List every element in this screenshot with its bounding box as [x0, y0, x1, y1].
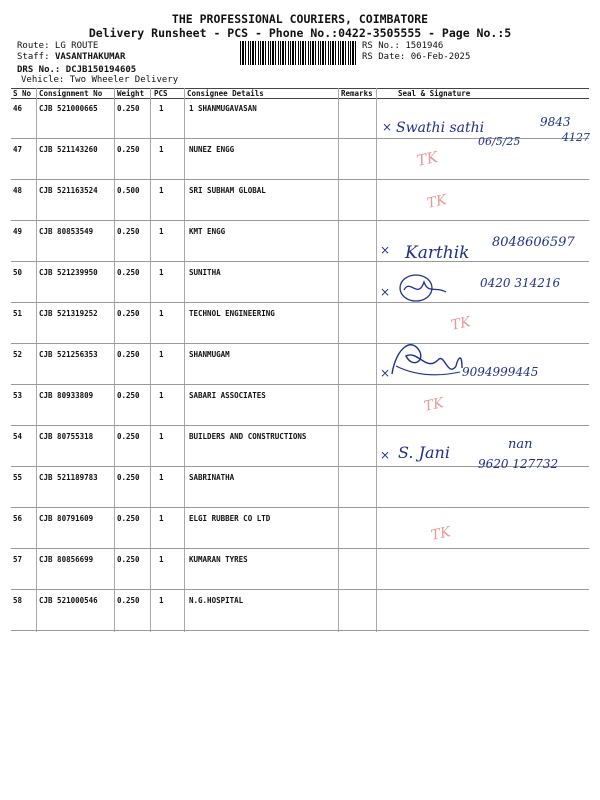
cell-consignment-no: CJB 521239950	[39, 268, 98, 277]
cell-consignee: TECHNOL ENGINEERING	[189, 309, 275, 318]
drs-line	[17, 65, 136, 75]
cell-sno: 46	[13, 104, 23, 113]
cell-consignee: BUILDERS AND CONSTRUCTIONS	[189, 432, 307, 441]
svg-text:×: ×	[380, 243, 391, 257]
cell-weight: 0.250	[117, 391, 140, 400]
svg-text:×: ×	[380, 448, 391, 462]
cell-consignment-no: CJB 521143260	[39, 145, 98, 154]
cell-pcs: 1	[159, 391, 164, 400]
col-header-sno: S No	[13, 89, 32, 98]
signature-name: S. Jani	[398, 443, 450, 462]
cell-pcs: 1	[159, 145, 164, 154]
cell-consignment-no: CJB 80856699	[39, 555, 94, 564]
cell-weight: 0.250	[117, 309, 140, 318]
rs-date: RS Date: 06-Feb-2025	[362, 52, 471, 62]
signature-phone: 4127	[562, 131, 590, 144]
table-row	[11, 98, 589, 139]
cell-pcs: 1	[159, 227, 164, 236]
col-header-weight: Weight	[117, 89, 145, 98]
cell-consignee: NUNEZ ENGG	[189, 145, 235, 154]
table-row	[11, 180, 589, 221]
cell-consignment-no: CJB 521000546	[39, 596, 98, 605]
cell-consignment-no: CJB 521000665	[39, 104, 98, 113]
staff-line	[17, 52, 125, 62]
row-divider	[11, 630, 589, 631]
cell-sno: 47	[13, 145, 23, 154]
svg-text:×: ×	[382, 120, 393, 134]
table-row	[11, 303, 589, 344]
stamp-mark: TK	[422, 395, 446, 415]
cell-consignee: SHANMUGAM	[189, 350, 230, 359]
route-text: Route: LG ROUTE	[17, 41, 99, 51]
cell-pcs: 1	[159, 186, 164, 195]
table-row	[11, 590, 589, 631]
signature-phone: 0420 314216	[480, 276, 561, 290]
table-row	[11, 221, 589, 262]
stamp-mark: TK	[449, 314, 473, 334]
cell-pcs: 1	[159, 104, 164, 113]
cell-consignment-no: CJB 521189783	[39, 473, 98, 482]
cell-consignee: 1 SHANMUGAVASAN	[189, 104, 257, 113]
cell-sno: 58	[13, 596, 23, 605]
table-row	[11, 426, 589, 467]
cell-consignee: SABARI ASSOCIATES	[189, 391, 266, 400]
cell-weight: 0.250	[117, 145, 140, 154]
stamp-mark: TK	[425, 192, 449, 212]
svg-text:×: ×	[380, 285, 391, 299]
table-row	[11, 385, 589, 426]
cell-consignee: N.G.HOSPITAL	[189, 596, 244, 605]
drs-label: DRS No.:	[17, 65, 66, 75]
cell-consignment-no: CJB 80933809	[39, 391, 94, 400]
table-row	[11, 139, 589, 180]
cell-consignee: KUMARAN TYRES	[189, 555, 248, 564]
table-row	[11, 467, 589, 508]
cell-consignee: KMT ENGG	[189, 227, 226, 236]
vehicle-text: Vehicle: Two Wheeler Delivery	[21, 75, 179, 85]
cell-weight: 0.250	[117, 104, 140, 113]
runsheet-subtitle: Delivery Runsheet - PCS - Phone No.:0422-3505555 - Page No.:5	[88, 26, 512, 40]
cell-consignment-no: CJB 80791609	[39, 514, 94, 523]
svg-text:×: ×	[380, 366, 391, 380]
cell-weight: 0.250	[117, 473, 140, 482]
cell-consignee: SABRINATHA	[189, 473, 235, 482]
cell-pcs: 1	[159, 555, 164, 564]
cell-consignee: SUNITHA	[189, 268, 221, 277]
table-row	[11, 344, 589, 385]
col-header-consignee: Consignee Details	[187, 89, 264, 98]
cell-consignment-no: CJB 521256353	[39, 350, 98, 359]
cell-weight: 0.250	[117, 555, 140, 564]
rs-number: RS No.: 1501946	[362, 41, 444, 51]
cell-weight: 0.250	[117, 227, 140, 236]
cell-consignment-no: CJB 521319252	[39, 309, 98, 318]
cell-sno: 50	[13, 268, 23, 277]
barcode	[240, 41, 356, 65]
cell-weight: 0.500	[117, 186, 140, 195]
signature-phone: 9843	[540, 115, 571, 129]
col-header-pcs: PCS	[154, 89, 168, 98]
cell-pcs: 1	[159, 596, 164, 605]
cell-weight: 0.250	[117, 596, 140, 605]
cell-sno: 49	[13, 227, 23, 236]
cell-pcs: 1	[159, 514, 164, 523]
signature-name: Swathi sathi	[396, 120, 485, 136]
cell-consignment-no: CJB 521163524	[39, 186, 98, 195]
company-title: THE PROFESSIONAL COURIERS, COIMBATORE	[171, 12, 429, 26]
col-header-remarks: Remarks	[341, 89, 373, 98]
signature-phone: 9094999445	[462, 365, 539, 379]
cell-weight: 0.250	[117, 268, 140, 277]
staff-value: VASANTHAKUMAR	[54, 52, 126, 62]
cell-pcs: 1	[159, 350, 164, 359]
cell-pcs: 1	[159, 473, 164, 482]
stamp-mark: TK	[415, 147, 440, 170]
table-row	[11, 508, 589, 549]
cell-sno: 52	[13, 350, 23, 359]
cell-weight: 0.250	[117, 432, 140, 441]
staff-label: Staff:	[17, 52, 55, 62]
signature-phone: 8048606597	[492, 235, 575, 250]
signature-word: nan	[508, 437, 533, 452]
table-row	[11, 262, 589, 303]
cell-pcs: 1	[159, 432, 164, 441]
cell-sno: 56	[13, 514, 23, 523]
cell-sno: 55	[13, 473, 23, 482]
cell-sno: 51	[13, 309, 23, 318]
table-row	[11, 549, 589, 590]
col-header-consignment: Consignment No	[39, 89, 103, 98]
cell-consignee: SRI SUBHAM GLOBAL	[189, 186, 266, 195]
cell-consignment-no: CJB 80755318	[39, 432, 94, 441]
drs-value: DCJB150194605	[65, 65, 137, 75]
signature-phone: 9620 127732	[478, 457, 559, 471]
col-header-seal-signature: Seal & Signature	[398, 89, 471, 98]
cell-weight: 0.250	[117, 514, 140, 523]
runsheet-table	[11, 88, 589, 632]
cell-weight: 0.250	[117, 350, 140, 359]
signature-name: Karthik	[405, 243, 470, 263]
cell-pcs: 1	[159, 268, 164, 277]
cell-pcs: 1	[159, 309, 164, 318]
stamp-mark: TK	[429, 524, 453, 544]
cell-sno: 48	[13, 186, 23, 195]
cell-consignee: ELGI RUBBER CO LTD	[189, 514, 271, 523]
cell-sno: 53	[13, 391, 23, 400]
signature-date: 06/5/25	[478, 135, 521, 148]
cell-sno: 54	[13, 432, 23, 441]
cell-consignment-no: CJB 80853549	[39, 227, 94, 236]
cell-sno: 57	[13, 555, 23, 564]
